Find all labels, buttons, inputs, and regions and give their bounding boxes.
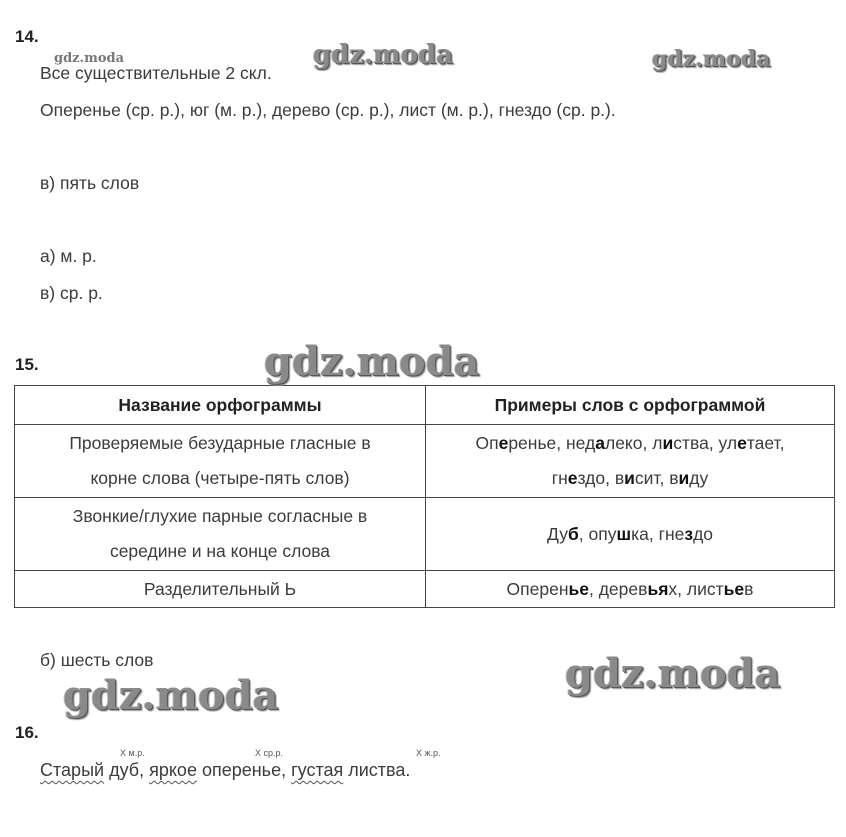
task-14-line-5: в) ср. р.	[40, 283, 103, 303]
task-16-sentence	[40, 760, 410, 781]
task-14-line-2: Оперенье (ср. р.), юг (м. р.), дерево (ср. р.), лист (м. р.), гнездо (ср. р.).	[40, 100, 616, 120]
highlighted-letter: а	[595, 433, 605, 453]
highlighted-letter: и	[662, 433, 674, 453]
underlined-word: яркое	[149, 760, 197, 780]
watermark-small: gdz.moda	[54, 51, 125, 66]
task-15-after-text: б) шесть слов	[40, 650, 154, 670]
cell-line	[432, 517, 828, 552]
text-run: ренье, нед	[508, 433, 596, 453]
table-cell-examples	[426, 425, 835, 498]
watermark: gdz.moda	[313, 40, 454, 70]
highlighted-letter: ья	[647, 578, 669, 599]
text-run: , опу	[578, 523, 617, 544]
watermark: gdz.moda	[565, 650, 781, 697]
text-run: ка, гне	[631, 523, 685, 544]
highlighted-letter: и	[678, 468, 690, 488]
cell-line: Разделительный Ь	[143, 578, 297, 599]
cell-line: корне слова (четыре-пять слов)	[90, 468, 350, 488]
text-run: гн	[551, 468, 568, 488]
text-run: ства, ул	[673, 433, 738, 453]
text-run: леко, л	[604, 433, 663, 453]
text-run: х, лист	[668, 578, 724, 599]
table-header-examples: Примеры слов с орфограммой	[426, 386, 835, 425]
text-run: , дерев	[589, 578, 648, 599]
highlighted-letter: е	[567, 468, 578, 488]
highlighted-letter: и	[624, 468, 635, 488]
table-cell-name	[15, 571, 426, 608]
text-run: Оп	[475, 433, 499, 453]
text-run: в	[744, 578, 754, 599]
watermark: gdz.moda	[63, 672, 279, 719]
cell-line: середине и на конце слова	[109, 541, 331, 561]
task-14-number: 14.	[15, 27, 39, 46]
text-run: сит, в	[634, 468, 679, 488]
highlighted-letter: е	[737, 433, 747, 453]
watermark: gdz.moda	[652, 46, 771, 72]
highlighted-letter: ье	[568, 578, 589, 599]
watermark: gdz.moda	[264, 338, 480, 385]
text-run: тает,	[746, 433, 785, 453]
table-cell-examples	[426, 498, 835, 571]
text-run: до	[693, 523, 714, 544]
table-header-row	[15, 386, 835, 425]
cell-line: Звонкие/глухие парные согласные в	[72, 506, 368, 526]
table-row	[15, 571, 835, 608]
cell-line: Проверяемые безударные гласные в	[69, 433, 371, 453]
highlighted-letter: б	[567, 523, 579, 544]
text-run: листва.	[343, 760, 411, 780]
cell-line	[432, 572, 828, 607]
highlighted-letter: ье	[723, 578, 745, 599]
task-14-line-3: в) пять слов	[40, 173, 140, 193]
highlighted-letter: з	[684, 523, 694, 544]
task-16-number: 16.	[15, 723, 39, 742]
annotation-fem: Х ж.р.	[416, 748, 441, 758]
table-cell-name	[15, 498, 426, 571]
underlined-word: густая	[291, 760, 344, 780]
text-run: Оперен	[506, 578, 569, 599]
cell-line	[432, 461, 828, 496]
table-header-name: Название орфограммы	[15, 386, 426, 425]
underlined-word: Старый	[40, 760, 105, 780]
cell-line	[432, 426, 828, 461]
task-14-line-4: а) м. р.	[40, 246, 97, 266]
text-run: дуб,	[104, 760, 150, 780]
task-15-number: 15.	[15, 355, 39, 374]
orthogram-table	[14, 385, 835, 608]
table-row	[15, 425, 835, 498]
table-cell-name	[15, 425, 426, 498]
text-run: здо, в	[577, 468, 625, 488]
annotation-neut: Х ср.р.	[255, 748, 284, 758]
table-row	[15, 498, 835, 571]
highlighted-letter: ш	[616, 523, 632, 544]
highlighted-letter: е	[498, 433, 509, 453]
text-run: Ду	[546, 523, 568, 544]
annotation-masc: Х м.р.	[120, 748, 145, 758]
text-run: ду	[689, 468, 709, 488]
text-run: оперенье,	[196, 760, 292, 780]
table-cell-examples	[426, 571, 835, 608]
task-14-line-1: Все существительные 2 скл.	[40, 63, 272, 83]
